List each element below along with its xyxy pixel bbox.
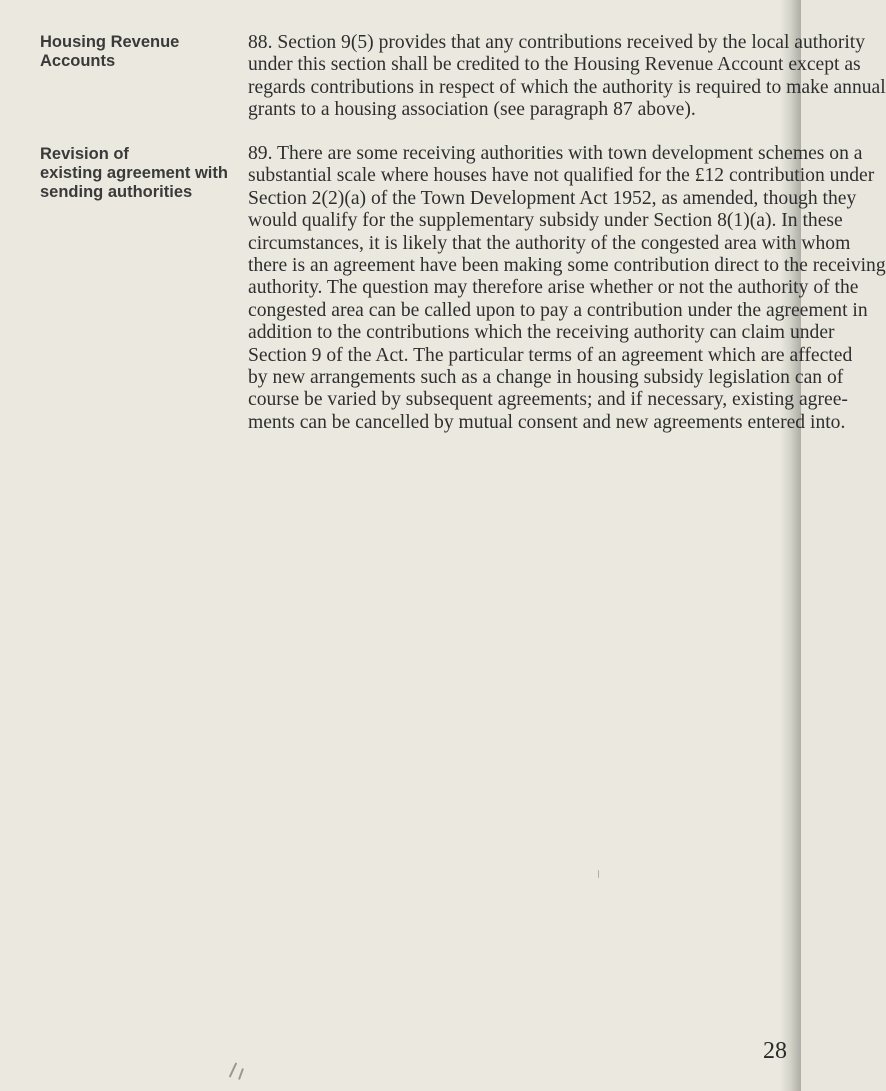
paragraph-89 xyxy=(248,143,886,434)
paragraph-line: 89. There are some receiving authorities with town development schemes on a xyxy=(248,143,863,164)
scan-mark xyxy=(238,1068,244,1080)
side-note-line: Accounts xyxy=(40,52,116,70)
paragraph-line: authority. The question may therefore arise whether or not the authority of the xyxy=(248,277,859,299)
paragraph-line: addition to the contributions which the receiving authority can claim under xyxy=(248,322,835,344)
side-note-revision-of-agreement xyxy=(40,145,228,202)
paragraph-line: regards contributions in respect of which the authority is required to make annual xyxy=(248,76,886,98)
side-note-housing-revenue-accounts xyxy=(40,33,220,71)
paragraph-line: Section 9 of the Act. The particular terms of an agreement which are affected xyxy=(248,344,853,366)
paragraph-line: congested area can be called upon to pay a contribution under the agreement in xyxy=(248,299,868,321)
paragraph-line: ments can be cancelled by mutual consent and new agreements entered into. xyxy=(248,411,846,433)
paragraph-line: grants to a housing association (see paragraph 87 above). xyxy=(248,99,696,121)
paragraph-line: course be varied by subsequent agreements; and if necessary, existing agree- xyxy=(248,389,848,411)
page-number: 28 xyxy=(763,1038,787,1064)
paragraph-line: substantial scale where houses have not qualified for the £12 contribution under xyxy=(248,165,875,187)
paragraph-line: there is an agreement have been making some contribution direct to the receiving xyxy=(248,255,886,277)
side-note-line: existing agreement with xyxy=(40,164,228,182)
paragraph-line: 88. Section 9(5) provides that any contributions received by the local authority xyxy=(248,32,866,53)
scan-mark xyxy=(229,1062,238,1077)
paragraph-line: Section 2(2)(a) of the Town Development Act 1952, as amended, though they xyxy=(248,187,857,209)
scan-mark xyxy=(598,870,599,878)
paragraph-line: under this section shall be credited to the Housing Revenue Account except as xyxy=(248,54,861,76)
side-note-line: sending authorities xyxy=(40,183,193,201)
side-note-line: Revision of xyxy=(40,145,129,163)
paragraph-line: by new arrangements such as a change in housing subsidy legislation can of xyxy=(248,367,844,389)
paragraph-line: circumstances, it is likely that the authority of the congested area with whom xyxy=(248,232,851,254)
paragraph-88 xyxy=(248,32,886,122)
side-note-line: Housing Revenue xyxy=(40,33,180,51)
paragraph-line: would qualify for the supplementary subsidy under Section 8(1)(a). In these xyxy=(248,210,843,232)
